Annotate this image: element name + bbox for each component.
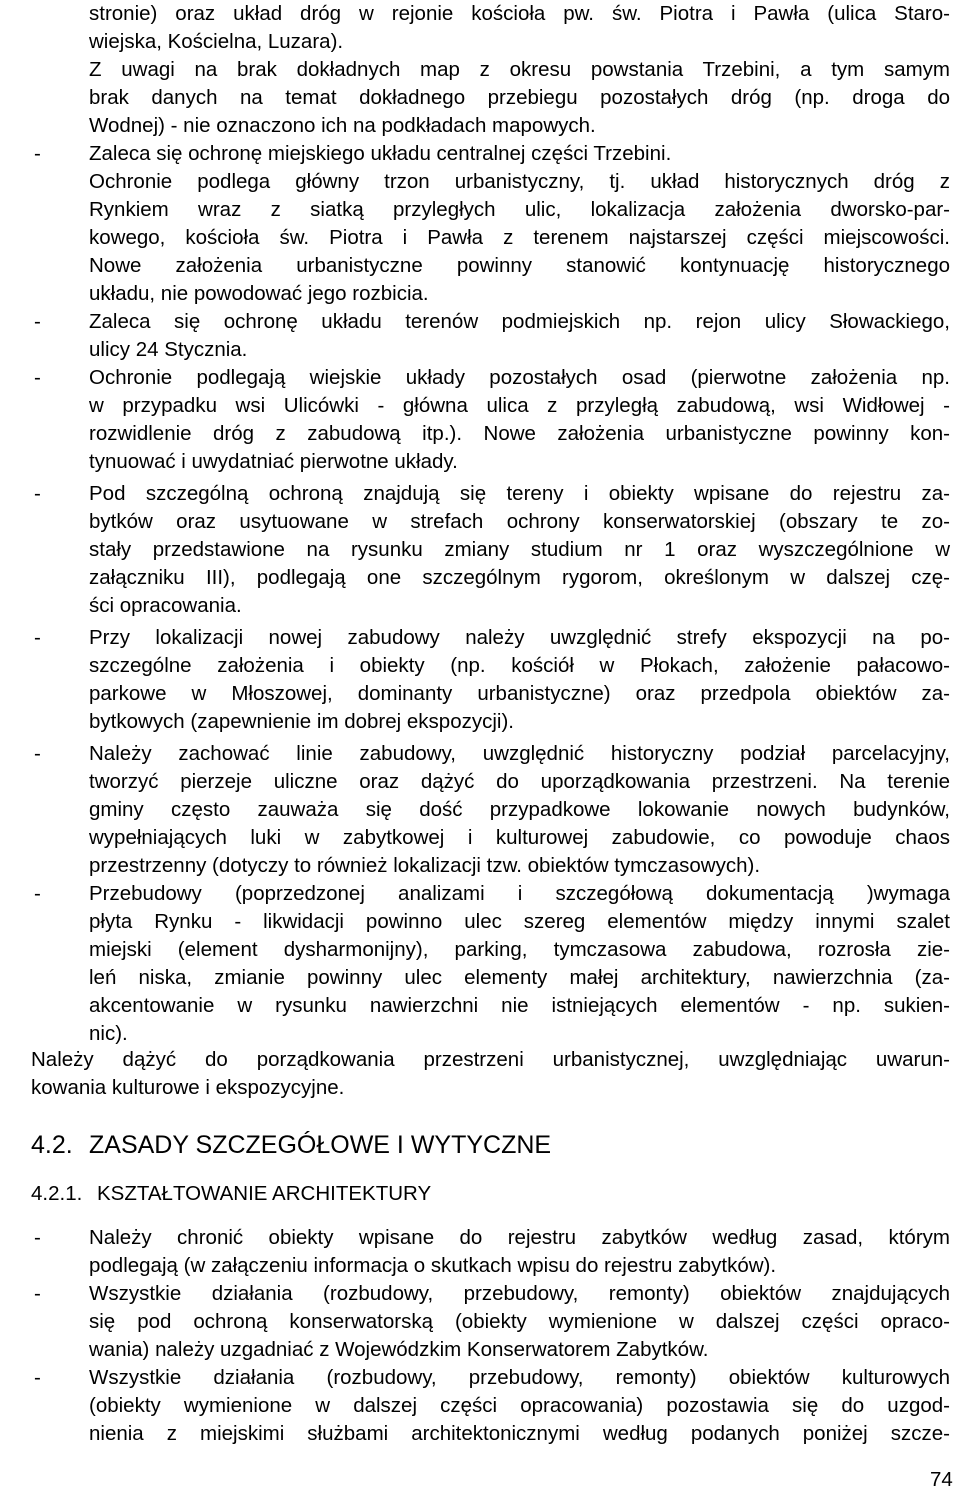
text-line: przestrzenny (dotyczy to również lokalizacji tzw. obiektów tymczasowych). xyxy=(89,854,761,877)
text-line: szczególne założenia i obiekty (np. kościół w Płokach, założenie pałacowo- xyxy=(89,654,950,677)
list-bullet-dash: - xyxy=(34,142,41,165)
text-line: Zaleca się ochronę miejskiego układu centralnej części Trzebini. xyxy=(89,142,672,165)
text-line: kowego, kościoła św. Piotra i Pawła z terenem najstarszej części miejscowości. xyxy=(89,226,950,249)
text-line: (obiekty wymienione w dalszej części opracowania) pozostawia się do uzgod- xyxy=(89,1394,950,1417)
text-line: się pod ochroną konserwatorską (obiekty wymienione w dalszej części opraco- xyxy=(89,1310,950,1333)
text-line: podlegają (w załączeniu informacja o skutkach wpisu do rejestru zabytków). xyxy=(89,1254,777,1277)
section-heading-title: ZASADY SZCZEGÓŁOWE I WYTYCZNE xyxy=(89,1131,552,1159)
text-line: Należy zachować linie zabudowy, uwzględnić historyczny podział parcelacyjny, xyxy=(89,742,950,765)
text-line: ści opracowania. xyxy=(89,594,242,617)
text-line: tworzyć pierzeje uliczne oraz dążyć do uporządkowania przestrzeni. Na terenie xyxy=(89,770,950,793)
list-bullet-dash: - xyxy=(34,882,41,905)
list-bullet-dash: - xyxy=(34,1226,41,1249)
text-line: miejski (element dysharmonijny), parking, tymczasowa zabudowa, rozrosła zie- xyxy=(89,938,950,961)
text-line: Ochronie podlegają wiejskie układy pozostałych osad (pierwotne założenia np. xyxy=(89,366,950,389)
subsection-heading-title: KSZTAŁTOWANIE ARCHITEKTURY xyxy=(97,1182,432,1205)
page-number: 74 xyxy=(930,1468,953,1491)
section-heading-number: 4.2. xyxy=(31,1131,73,1159)
text-line: układu, nie powodować jego rozbicia. xyxy=(89,282,429,305)
text-line: ulicy 24 Stycznia. xyxy=(89,338,248,361)
text-line: parkowe w Młoszowej, dominanty urbanistyczne) oraz przedpola obiektów za- xyxy=(89,682,950,705)
text-line: leń niska, zmianie powinny ulec elementy małej architektury, nawierzchnia (za- xyxy=(89,966,950,989)
list-bullet-dash: - xyxy=(34,310,41,333)
text-line: Przebudowy (poprzedzonej analizami i szczegółową dokumentacją )wymaga xyxy=(89,882,950,905)
text-line: kowania kulturowe i ekspozycyjne. xyxy=(31,1076,345,1099)
list-bullet-dash: - xyxy=(34,1366,41,1389)
text-line: akcentowanie w rysunku nawierzchni nie istniejących elementów - np. sukien- xyxy=(89,994,950,1017)
text-line: tynuować i uwydatniać pierwotne układy. xyxy=(89,450,458,473)
list-bullet-dash: - xyxy=(34,1282,41,1305)
text-line: Wszystkie działania (rozbudowy, przebudowy, remonty) obiektów kulturowych xyxy=(89,1366,950,1389)
text-line: załączniku III), podlegają one szczególnym rygorom, określonym w dalszej czę- xyxy=(89,566,950,589)
text-line: Zaleca się ochronę układu terenów podmiejskich np. rejon ulicy Słowackiego, xyxy=(89,310,950,333)
text-line: brak danych na temat dokładnego przebiegu pozostałych dróg (np. droga do xyxy=(89,86,950,109)
text-line: wiejska, Kościelna, Luzara). xyxy=(89,30,344,53)
text-line: nic). xyxy=(89,1022,128,1045)
text-line: Rynkiem wraz z siatką przyległych ulic, lokalizacja założenia dworsko-par- xyxy=(89,198,950,221)
text-line: nienia z miejskimi służbami architektonicznymi według podanych poniżej szcze- xyxy=(89,1422,950,1445)
text-line: wypełniających luki w zabytkowej i kulturowej zabudowie, co powoduje chaos xyxy=(89,826,950,849)
text-line: płyta Rynku - likwidacji powinno ulec szereg elementów między innymi szalet xyxy=(89,910,950,933)
text-line: Ochronie podlega główny trzon urbanistyczny, tj. układ historycznych dróg z xyxy=(89,170,950,193)
text-line: Należy dążyć do porządkowania przestrzeni urbanistycznej, uwzględniając uwarun- xyxy=(31,1048,950,1071)
list-bullet-dash: - xyxy=(34,482,41,505)
subsection-heading-number: 4.2.1. xyxy=(31,1182,83,1205)
text-line: stronie) oraz układ dróg w rejonie kościoła pw. św. Piotra i Pawła (ulica Staro- xyxy=(89,2,950,25)
text-line: Należy chronić obiekty wpisane do rejestru zabytków według zasad, którym xyxy=(89,1226,950,1249)
list-bullet-dash: - xyxy=(34,742,41,765)
list-bullet-dash: - xyxy=(34,626,41,649)
list-bullet-dash: - xyxy=(34,366,41,389)
text-line: stały przedstawione na rysunku zmiany studium nr 1 oraz wyszczególnione w xyxy=(89,538,950,561)
text-line: Z uwagi na brak dokładnych map z okresu powstania Trzebini, a tym samym xyxy=(89,58,950,81)
text-line: Nowe założenia urbanistyczne powinny stanowić kontynuację historycznego xyxy=(89,254,950,277)
text-line: wania) należy uzgadniać z Wojewódzkim Konserwatorem Zabytków. xyxy=(89,1338,709,1361)
text-line: Wszystkie działania (rozbudowy, przebudowy, remonty) obiektów znajdujących xyxy=(89,1282,950,1305)
text-line: w przypadku wsi Ulicówki - główna ulica z przyległą zabudową, wsi Widłowej - xyxy=(89,394,950,417)
text-line: Wodnej) - nie oznaczono ich na podkładach mapowych. xyxy=(89,114,596,137)
text-line: Przy lokalizacji nowej zabudowy należy uwzględnić strefy ekspozycji na po- xyxy=(89,626,950,649)
text-line: bytkowych (zapewnienie im dobrej ekspozycji). xyxy=(89,710,514,733)
text-line: rozwidlenie dróg z zabudową itp.). Nowe założenia urbanistyczne powinny kon- xyxy=(89,422,950,445)
text-line: bytków oraz usytuowane w strefach ochrony konserwatorskiej (obszary te zo- xyxy=(89,510,950,533)
text-line: Pod szczególną ochroną znajdują się tereny i obiekty wpisane do rejestru za- xyxy=(89,482,950,505)
text-line: gminy często zauważa się dość przypadkowe lokowanie nowych budynków, xyxy=(89,798,950,821)
